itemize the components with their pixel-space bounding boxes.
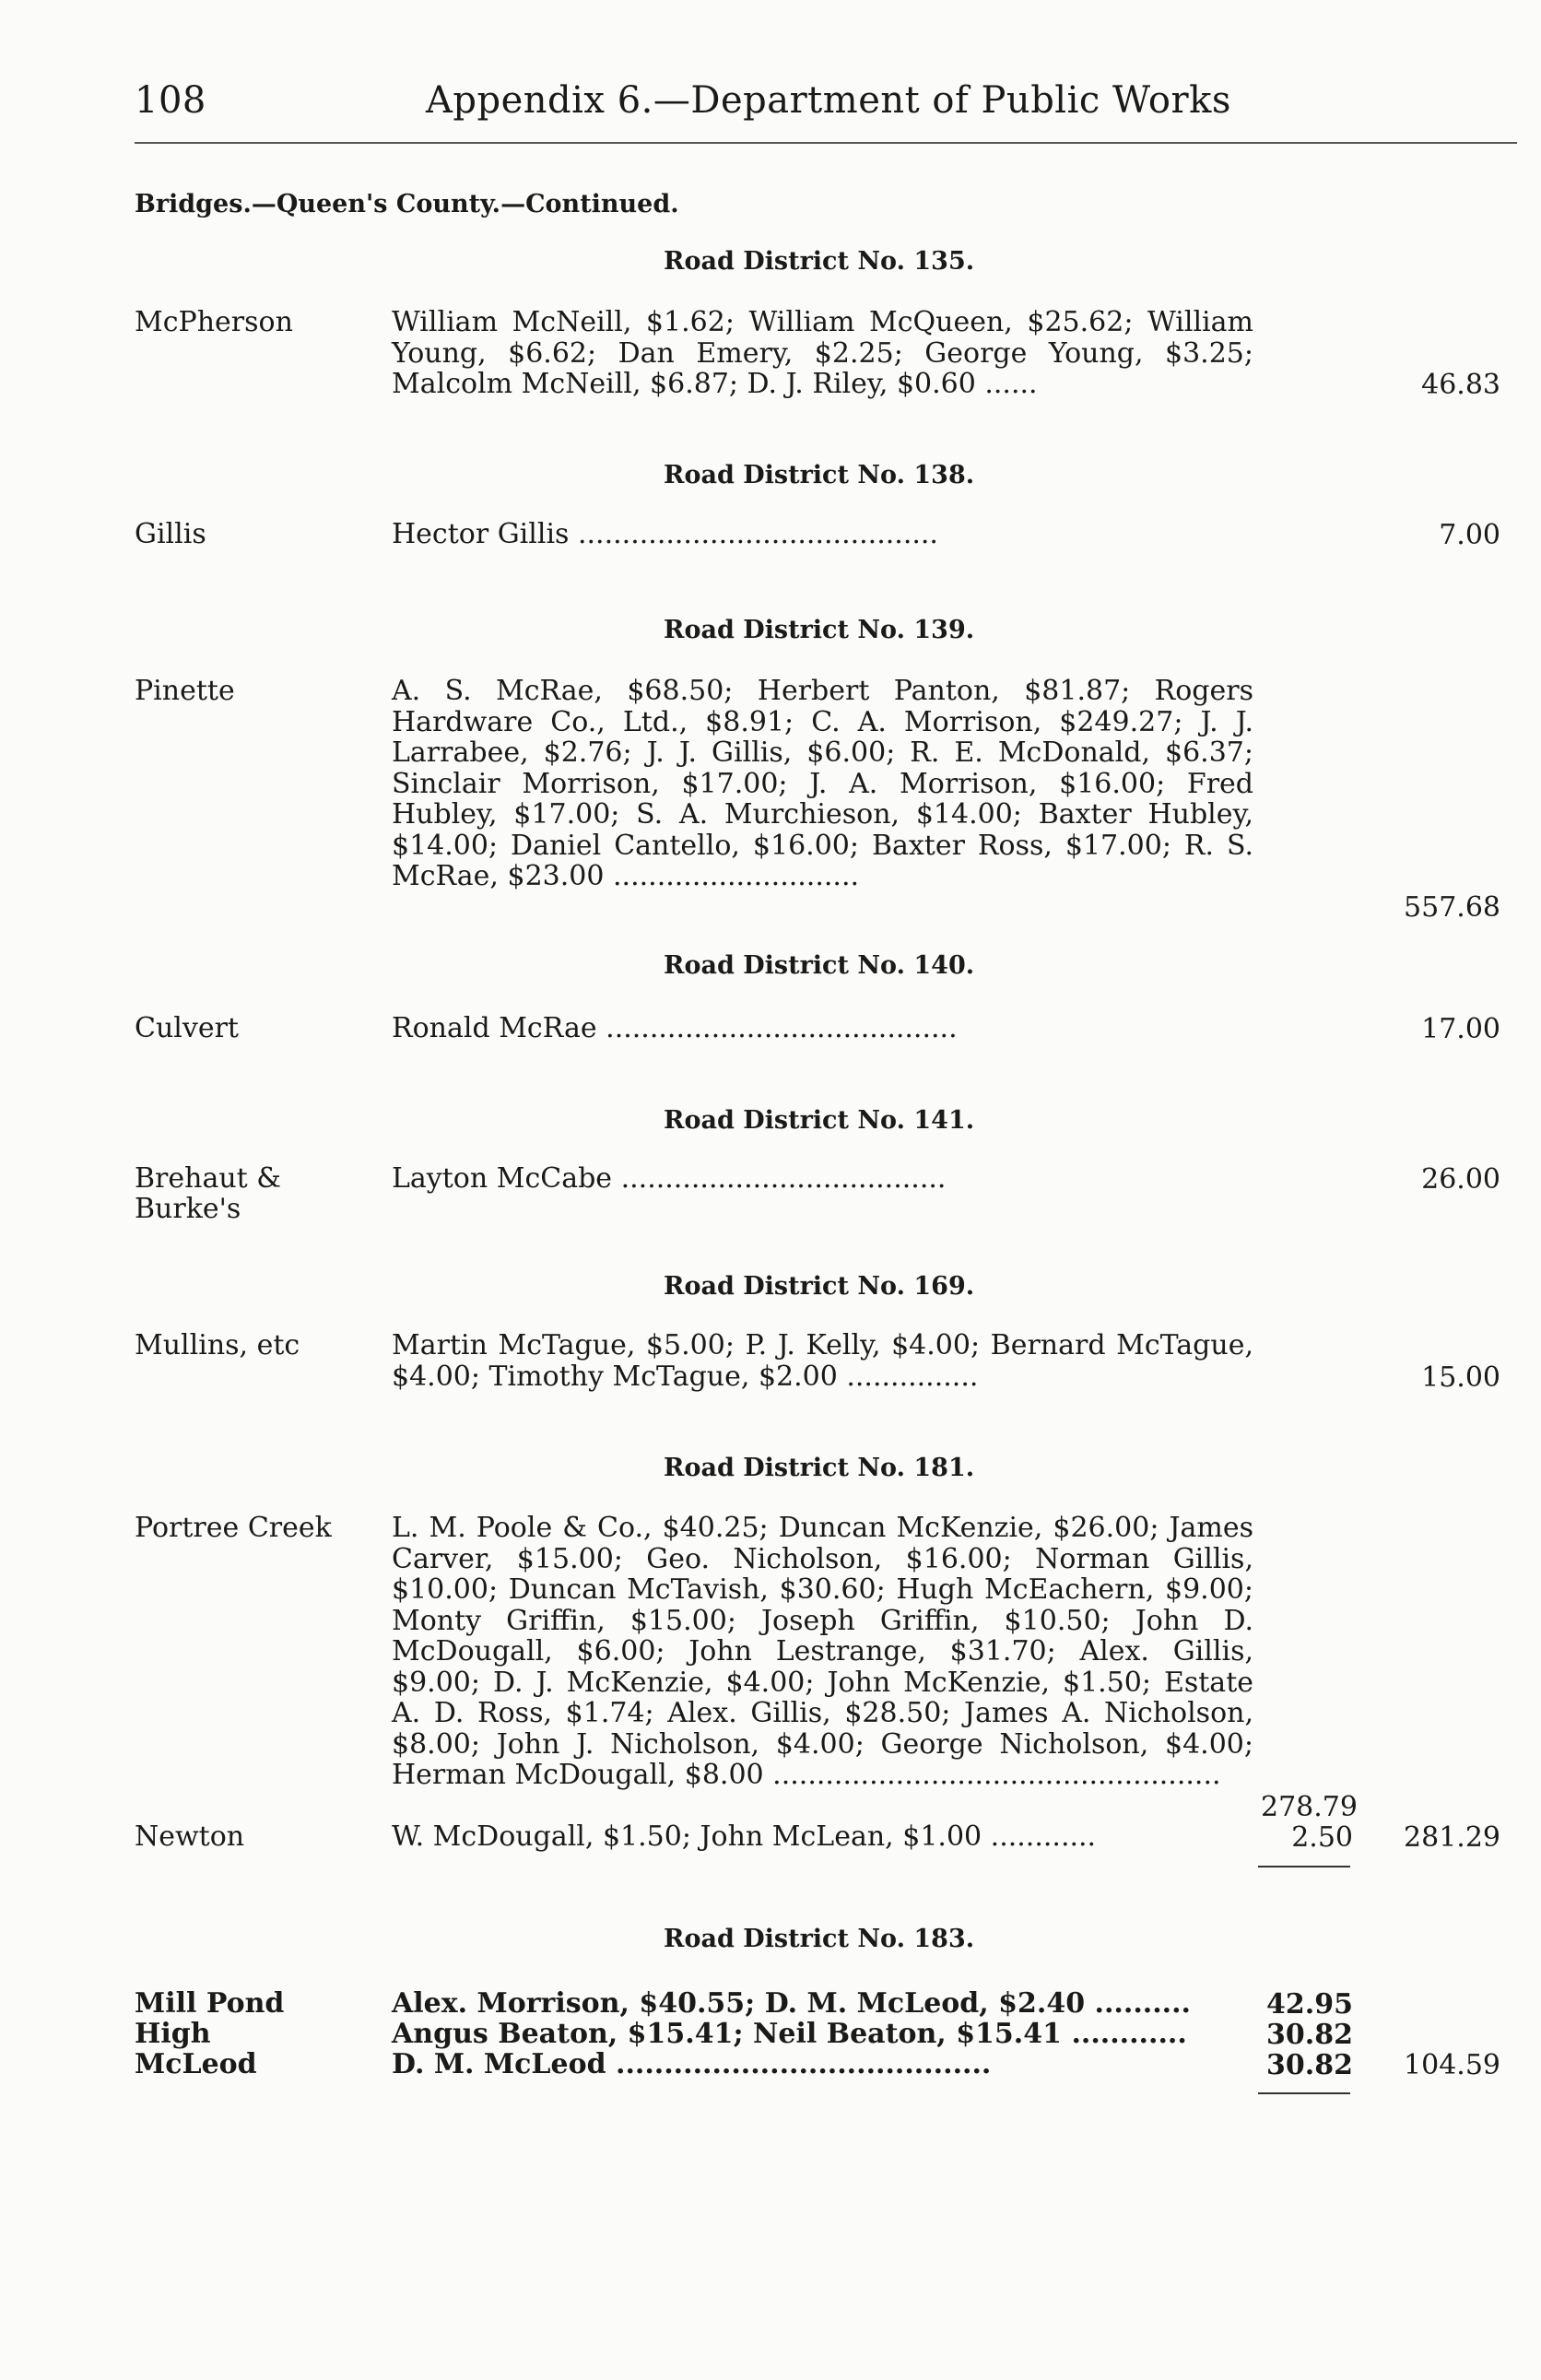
district-heading: Road District No. 138. — [664, 461, 975, 489]
entry-payees: Layton McCabe ..................................... — [392, 1162, 947, 1195]
entry-payees: A. S. McRae, $68.50; Herbert Panton, $81.87; Rogers Hardware Co., Ltd., $8.91; C. A. Morrison, $249.27; J. J. Larrabee, $2.76; J. J. Gillis, $6.00; R. E. McDonald, $6.37; Sinclair Morrison, $17.00; J. A. Morrison, $16.00; Fred Hubley, $17.00; S. A. Murchieson, $14.00; Baxter Hubley, $14.00; Daniel Cantello, $16.00; Baxter Ross, $17.00; R. S. McRae, $23.00 ............................ — [392, 675, 1253, 892]
entry-location: Newton — [135, 1820, 245, 1853]
district-heading: Road District No. 140. — [664, 951, 975, 980]
entry-location: Brehaut & Burke's — [135, 1162, 281, 1225]
entry-total: 281.29 — [1404, 1821, 1500, 1854]
entry-location: McPherson — [135, 306, 293, 338]
entry-payees: William McNeill, $1.62; William McQueen, $25.62; William Young, $6.62; Dan Emery, $2.25; George Young, $3.25; Malcolm McNeill, $6.87; D. J. Riley, $0.60 ...... — [392, 306, 1253, 400]
entry-payees: Alex. Morrison, $40.55; D. M. McLeod, $2.40 .......... — [392, 1987, 1191, 2020]
entry-total: 46.83 — [1421, 369, 1500, 401]
entry-subtotal: 278.79 — [1261, 1791, 1358, 1823]
sum-rule — [1258, 2092, 1350, 2094]
entry-total: 104.59 — [1404, 2049, 1500, 2081]
entry-location: Culvert — [135, 1012, 239, 1044]
entry-payees: Martin McTague, $5.00; P. J. Kelly, $4.00; Bernard McTague, $4.00; Timothy McTague, $2.00 ............... — [392, 1329, 1253, 1393]
entry-location: Mill Pond — [135, 1987, 285, 2020]
entry-location: McLeod — [135, 2048, 257, 2080]
entry-subtotal: 2.50 — [1291, 1821, 1353, 1854]
district-heading: Road District No. 141. — [664, 1106, 975, 1135]
district-heading: Road District No. 181. — [664, 1454, 975, 1482]
entry-total: 7.00 — [1439, 519, 1500, 551]
sum-rule — [1258, 1866, 1350, 1867]
running-head: Appendix 6.—Department of Public Works — [426, 79, 1231, 122]
entry-total: 557.68 — [1404, 891, 1500, 924]
entry-location: High — [135, 2018, 211, 2050]
entry-total: 26.00 — [1421, 1163, 1500, 1196]
page-number: 108 — [135, 79, 206, 122]
entry-payees: W. McDougall, $1.50; John McLean, $1.00 ............ — [392, 1820, 1097, 1853]
district-heading: Road District No. 139. — [664, 616, 975, 644]
entry-subtotal: 30.82 — [1266, 2019, 1353, 2051]
header-rule — [135, 142, 1517, 144]
entry-location: Mullins, etc — [135, 1329, 300, 1361]
entry-location: Pinette — [135, 675, 235, 707]
entry-subtotal: 42.95 — [1266, 1988, 1353, 2021]
entry-payees: Ronald McRae ........................................ — [392, 1012, 958, 1044]
district-heading: Road District No. 183. — [664, 1925, 975, 1953]
entry-payees: D. M. McLeod ....................................... — [392, 2048, 992, 2080]
entry-location: Portree Creek — [135, 1512, 332, 1544]
district-heading: Road District No. 169. — [664, 1272, 975, 1301]
entry-payees: Angus Beaton, $15.41; Neil Beaton, $15.41 ............ — [392, 2018, 1187, 2050]
entry-subtotal: 30.82 — [1266, 2049, 1353, 2081]
section-title: Bridges.—Queen's County.—Continued. — [135, 190, 679, 218]
district-heading: Road District No. 135. — [664, 247, 975, 276]
entry-payees: L. M. Poole & Co., $40.25; Duncan McKenzie, $26.00; James Carver, $15.00; Geo. Nicholson, $16.00; Norman Gillis, $10.00; Duncan McTavish, $30.60; Hugh McEachern, $9.00; Monty Griffin, $15.00; Joseph Griffin, $10.50; John D. McDougall, $6.00; John Lestrange, $31.70; Alex. Gillis, $9.00; D. J. McKenzie, $4.00; John McKenzie, $1.50; Estate A. D. Ross, $1.74; Alex. Gillis, $28.50; James A. Nicholson, $8.00; John J. Nicholson, $4.00; George Nicholson, $4.00; Herman McDougall, $8.00 ................................................... — [392, 1512, 1253, 1791]
entry-total: 15.00 — [1421, 1361, 1500, 1394]
entry-location: Gillis — [135, 518, 206, 550]
entry-payees: Hector Gillis ......................................... — [392, 518, 938, 550]
entry-total: 17.00 — [1421, 1013, 1500, 1045]
